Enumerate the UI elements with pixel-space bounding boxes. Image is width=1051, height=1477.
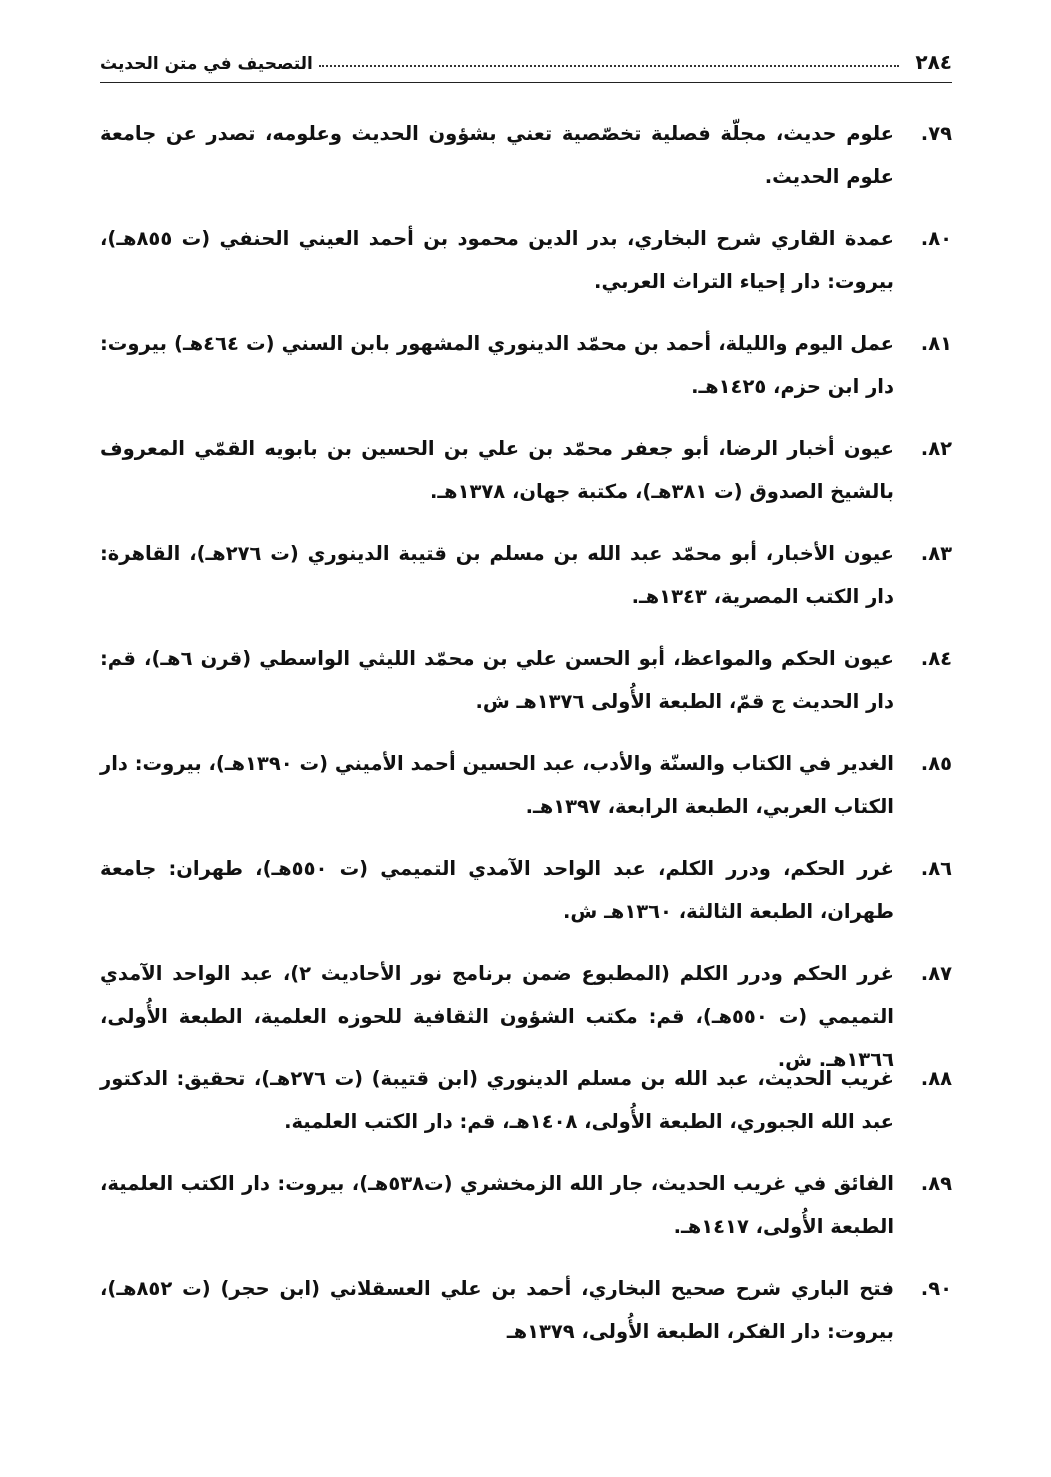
entry-number: ٨٣. bbox=[920, 542, 952, 565]
entry-text: عمل اليوم والليلة، أحمد بن محمّد الدينوري المشهور بابن السني (ت ٤٦٤هـ) بيروت: دار ابن حزم، ١٤٢٥هـ. bbox=[100, 332, 894, 398]
bibliography-entry bbox=[100, 112, 952, 217]
entry-number: ٩٠. bbox=[920, 1277, 952, 1300]
entry-number: ٨٦. bbox=[920, 857, 952, 880]
entry-number: ٨٤. bbox=[920, 647, 952, 670]
entry-number: ٧٩. bbox=[920, 122, 952, 145]
header-rule bbox=[100, 82, 952, 83]
entry-number: ٨٢. bbox=[920, 437, 952, 460]
bibliography-entry bbox=[100, 217, 952, 322]
bibliography-entry bbox=[100, 742, 952, 847]
entry-number: ٨٨. bbox=[920, 1067, 952, 1090]
entry-text: علوم حديث، مجلّة فصلية تخصّصية تعني بشؤون الحديث وعلومه، تصدر عن جامعة علوم الحديث. bbox=[100, 122, 894, 188]
bibliography-entry bbox=[100, 847, 952, 952]
entry-text: غرر الحكم، ودرر الكلم، عبد الواحد الآمدي التميمي (ت ٥٥٠هـ)، طهران: جامعة طهران، الطبعة الثالثة، ١٣٦٠هـ ش. bbox=[100, 857, 894, 923]
entry-text: غريب الحديث، عبد الله بن مسلم الدينوري (ابن قتيبة) (ت ٢٧٦هـ)، تحقيق: الدكتور عبد الله الجبوري، الطبعة الأُولى، ١٤٠٨هـ، قم: دار الكتب العلمية. bbox=[100, 1067, 894, 1133]
running-title: التصحيف في متن الحديث bbox=[100, 54, 313, 74]
entry-text: عمدة القاري شرح البخاري، بدر الدين محمود بن أحمد العيني الحنفي (ت ٨٥٥هـ)، بيروت: دار إحياء التراث العربي. bbox=[100, 227, 894, 293]
entry-text: عيون أخبار الرضا، أبو جعفر محمّد بن علي بن الحسين بن بابويه القمّي المعروف بالشيخ الصدوق (ت ٣٨١هـ)، مكتبة جهان، ١٣٧٨هـ. bbox=[100, 437, 894, 503]
bibliography-entry bbox=[100, 427, 952, 532]
running-header bbox=[100, 34, 952, 74]
entry-text: الغدير في الكتاب والسنّة والأدب، عبد الحسين أحمد الأميني (ت ١٣٩٠هـ)، بيروت: دار الكتاب العربي، الطبعة الرابعة، ١٣٩٧هـ. bbox=[100, 752, 894, 818]
page-number: ٢٨٤ bbox=[915, 50, 952, 74]
entry-number: ٨٠. bbox=[920, 227, 952, 250]
entry-text: الفائق في غريب الحديث، جار الله الزمخشري (ت٥٣٨هـ)، بيروت: دار الكتب العلمية، الطبعة الأُولى، ١٤١٧هـ. bbox=[100, 1172, 894, 1238]
entry-number: ٨٩. bbox=[920, 1172, 952, 1195]
bibliography-list bbox=[100, 112, 952, 1372]
bibliography-entry bbox=[100, 1267, 952, 1372]
dot-leader bbox=[319, 64, 900, 67]
bibliography-entry bbox=[100, 532, 952, 637]
entry-number: ٨٥. bbox=[920, 752, 952, 775]
bibliography-entry bbox=[100, 1057, 952, 1162]
entry-text: عيون الأخبار، أبو محمّد عبد الله بن مسلم بن قتيبة الدينوري (ت ٢٧٦هـ)، القاهرة: دار الكتب المصرية، ١٣٤٣هـ. bbox=[100, 542, 894, 608]
entry-number: ٨١. bbox=[920, 332, 952, 355]
bibliography-entry bbox=[100, 322, 952, 427]
bibliography-entry bbox=[100, 637, 952, 742]
entry-text: عيون الحكم والمواعظ، أبو الحسن علي بن محمّد الليثي الواسطي (قرن ٦هـ)، قم: دار الحديث ج قمّ، الطبعة الأُولى ١٣٧٦هـ ش. bbox=[100, 647, 894, 713]
entry-text: فتح الباري شرح صحيح البخاري، أحمد بن علي العسقلاني (ابن حجر) (ت ٨٥٢هـ)، بيروت: دار الفكر، الطبعة الأُولى، ١٣٧٩هـ bbox=[100, 1277, 894, 1343]
bibliography-entry bbox=[100, 1162, 952, 1267]
entry-text: غرر الحكم ودرر الكلم (المطبوع ضمن برنامج نور الأحاديث ٢)، عبد الواحد الآمدي التميمي (ت ٥٥٠هـ)، قم: مكتب الشؤون الثقافية للحوزه العلمية، الطبعة الأُولى، ١٣٦٦هـ. ش. bbox=[100, 962, 894, 1071]
bibliography-entry bbox=[100, 952, 952, 1071]
entry-number: ٨٧. bbox=[920, 962, 952, 985]
